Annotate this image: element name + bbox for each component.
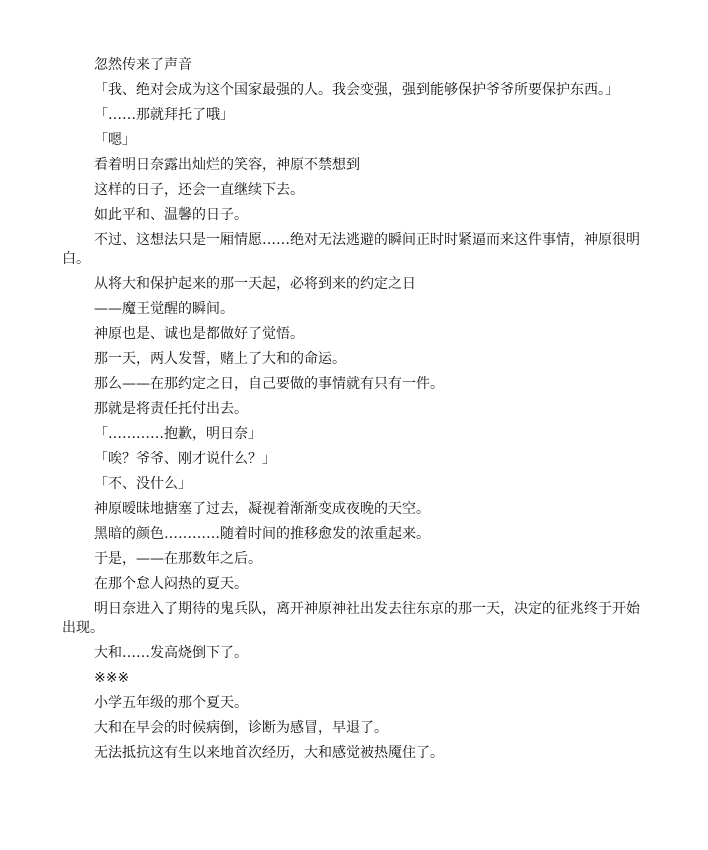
paragraph: 于是，——在那数年之后。 [94,551,262,567]
paragraph: 明日奈进入了期待的鬼兵队，离开神原神社出发去往东京的那一天，决定的征兆终于开始出现。 [62,601,640,636]
paragraph: 「不、没什么」 [94,476,192,492]
paragraph: 那就是将责任托付出去。 [94,401,248,417]
paragraph: ——魔王觉醒的瞬间。 [94,301,234,317]
section-separator: ※※※ [94,670,130,686]
paragraph: 「嗯」 [94,132,136,148]
paragraph: 看着明日奈露出灿烂的笑容，神原不禁想到 [94,157,360,173]
paragraph: 「…………抱歉，明日奈」 [94,426,262,442]
paragraph: 那一天，两人发誓，赌上了大和的命运。 [94,351,346,367]
paragraph: 忽然传来了声音 [94,57,192,73]
paragraph: 神原暧昧地搪塞了过去，凝视着渐渐变成夜晚的天空。 [94,501,430,517]
paragraph: 从将大和保护起来的那一天起，必将到来的约定之日 [94,276,416,292]
paragraph: 黑暗的颜色…………随着时间的推移愈发的浓重起来。 [94,526,430,542]
paragraph: 如此平和、温馨的日子。 [94,207,248,223]
paragraph: 小学五年级的那个夏天。 [94,695,248,711]
paragraph: 不过、这想法只是一厢情愿……绝对无法逃避的瞬间正时时紧逼而来这件事情，神原很明白。 [62,232,640,267]
paragraph: 「唉？爷爷、刚才说什么？」 [94,451,276,467]
paragraph: 「……那就拜托了哦」 [94,107,234,123]
paragraph: 大和……发高烧倒下了。 [94,645,248,661]
paragraph: 在那个怠人闷热的夏天。 [94,576,248,592]
paragraph: 神原也是、诚也是都做好了觉悟。 [94,326,304,342]
paragraph: 大和在早会的时候病倒，诊断为感冒，早退了。 [94,720,388,736]
paragraph: 那么——在那约定之日，自己要做的事情就有只有一件。 [94,376,444,392]
paragraph: 这样的日子，还会一直继续下去。 [94,182,304,198]
paragraph: 「我、绝对会成为这个国家最强的人。我会变强，强到能够保护爷爷所要保护东西。」 [94,82,619,98]
paragraph: 无法抵抗这有生以来地首次经历，大和感觉被热魇住了。 [94,745,444,761]
